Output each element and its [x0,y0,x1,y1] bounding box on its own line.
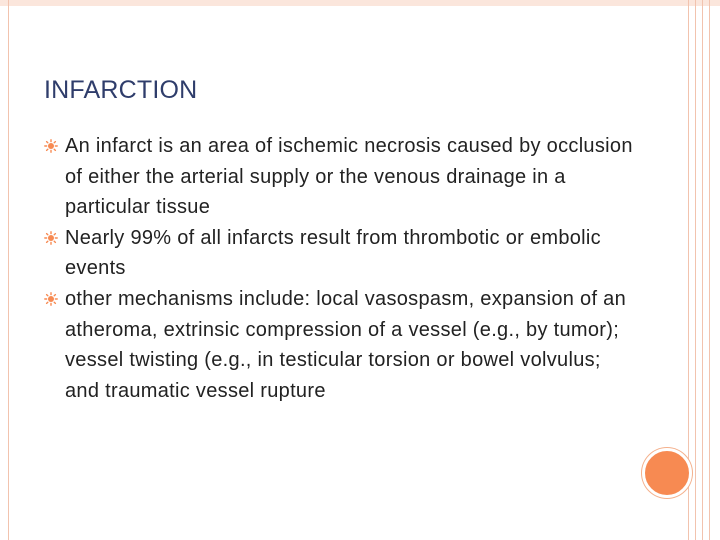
left-border-line [8,0,9,540]
right-border-line [695,0,696,540]
bullet-text: other mechanisms include: local vasospasm, expansion of an atheroma, extrinsic compression of a vessel (e.g., by tumor); vessel twisting (e.g., in testicular torsion or bowel volvulus; and traumatic vessel rupture [65,287,627,402]
slide-title: INFARCTION [44,76,198,104]
right-border-line [709,0,710,540]
sun-bullet-icon [44,292,58,306]
right-border-line [702,0,703,540]
sun-bullet-icon [44,231,58,245]
decorative-circle [642,448,692,498]
bullet-item [44,131,634,223]
top-border-band [0,0,720,6]
bullet-item [44,284,634,406]
sun-bullet-icon [44,139,58,153]
bullet-item [44,223,634,284]
bullet-list [44,131,634,406]
bullet-text: Nearly 99% of all infarcts result from thrombotic or embolic events [65,226,601,280]
bullet-text: An infarct is an area of ischemic necrosis caused by occlusion of either the arterial supply or the venous drainage in a particular tissue [65,135,633,219]
